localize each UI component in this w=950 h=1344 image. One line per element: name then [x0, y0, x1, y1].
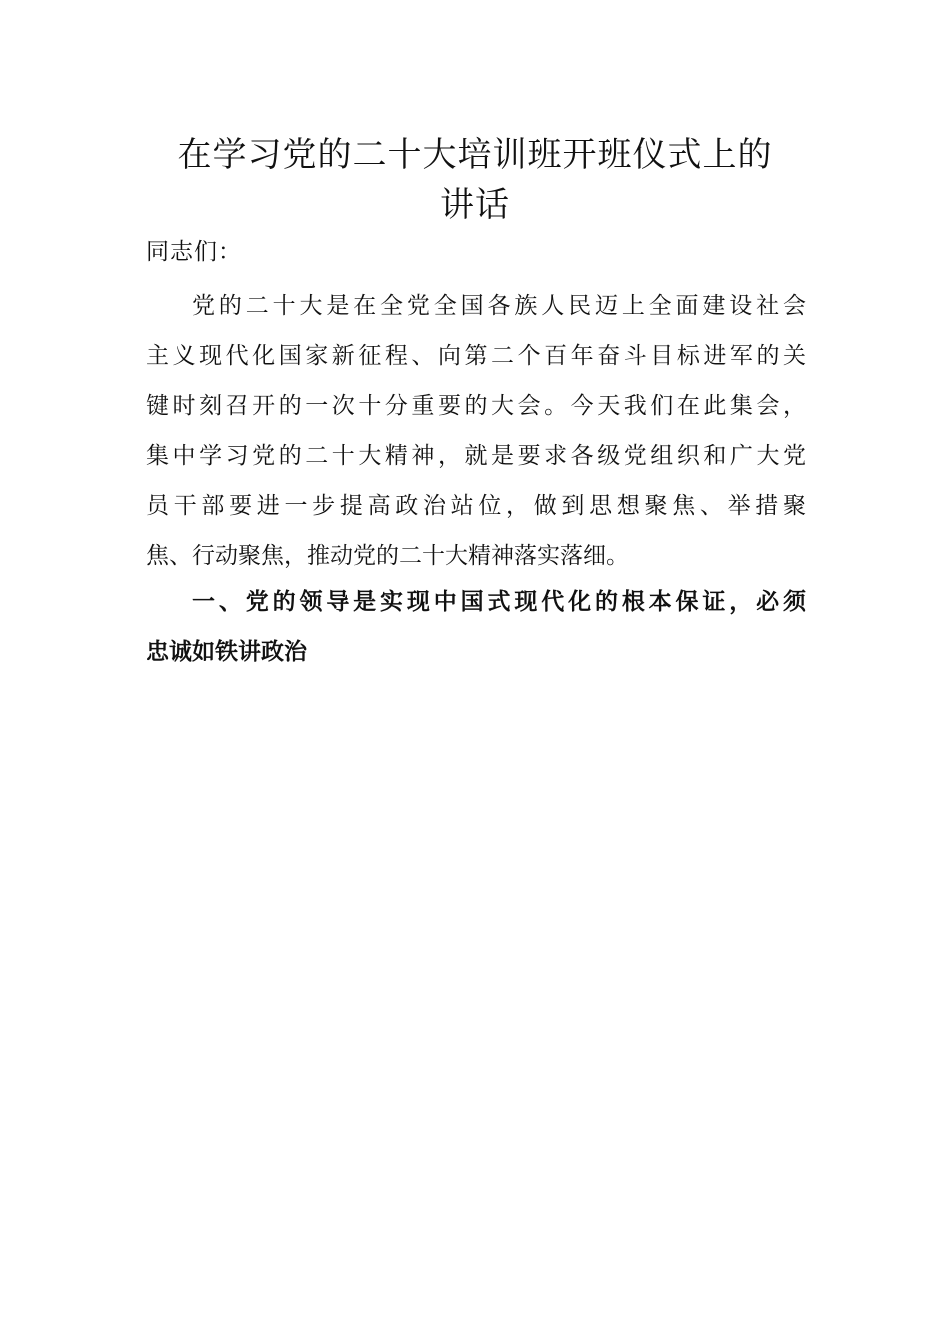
paragraph-intro — [146, 281, 806, 581]
paragraph-line: 焦、行动聚焦，推动党的二十大精神落实落细。 — [146, 543, 629, 569]
heading-line: 一、党的领导是实现中国式现代化的根本保证，必须 — [192, 589, 806, 615]
salutation: 同志们： — [146, 239, 242, 265]
paragraph-line: 主义现代化国家新征程、向第二个百年奋斗目标进军的关 — [146, 343, 806, 369]
document-title — [140, 130, 810, 230]
paragraph-line: 集中学习党的二十大精神，就是要求各级党组织和广大党 — [146, 443, 806, 469]
title-line: 讲话 — [440, 185, 510, 225]
paragraph-line: 党的二十大是在全党全国各族人民迈上全面建设社会 — [192, 293, 806, 319]
paragraph-line: 键时刻召开的一次十分重要的大会。今天我们在此集会， — [146, 393, 806, 419]
paragraph-line: 员干部要进一步提高政治站位，做到思想聚焦、举措聚 — [146, 493, 806, 519]
heading-line: 忠诚如铁讲政治 — [146, 639, 307, 665]
title-line: 在学习党的二十大培训班开班仪式上的 — [177, 135, 773, 175]
section-heading-1 — [146, 577, 806, 677]
